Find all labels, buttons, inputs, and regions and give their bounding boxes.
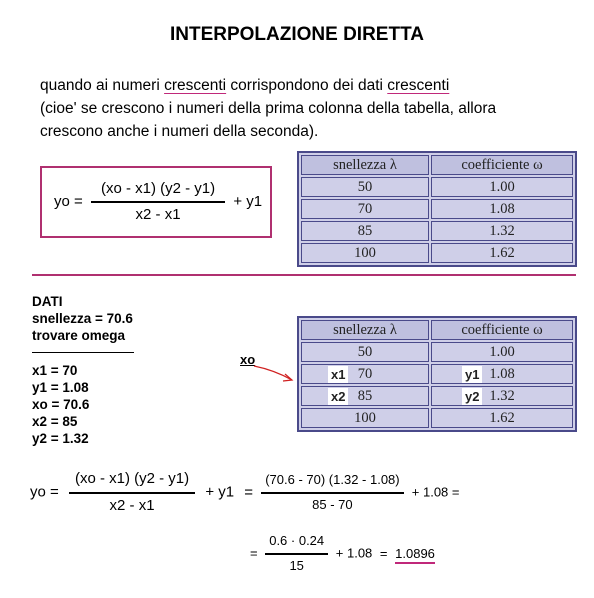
table-cell: 1.32 <box>431 221 573 241</box>
table-row <box>301 199 573 219</box>
formula-denominator: x2 - x1 <box>135 206 181 223</box>
table-cell <box>431 386 573 406</box>
table-cell-value: 85 <box>357 387 373 404</box>
table-cell: 70 <box>301 199 429 219</box>
tag-x2: x2 <box>328 388 348 405</box>
tag-y2: y2 <box>462 388 482 405</box>
intro-line-2: (cioe' se crescono i numeri della prima colonna della tabella, allora <box>40 100 497 117</box>
calc-denominator-numeric: 85 - 70 <box>312 497 353 512</box>
dati-task: trovare omega <box>32 328 126 343</box>
table-cell-value: 1.08 <box>489 365 515 382</box>
calc-tail-general: + y1 <box>205 483 235 501</box>
table-row <box>301 243 573 263</box>
table-row <box>301 221 573 241</box>
page-title: INTERPOLAZIONE DIRETTA <box>169 24 425 45</box>
dati-value: y2 = 1.32 <box>32 431 89 446</box>
arrow-icon <box>252 362 296 386</box>
table-header-snellezza: snellezza λ <box>301 155 429 175</box>
formula-fraction <box>91 180 225 223</box>
calc-lhs: yo = <box>30 483 59 501</box>
calc-equals: = <box>250 545 258 561</box>
calc-result: 1.0896 <box>395 546 435 564</box>
arrow-label-xo: xo <box>240 352 256 367</box>
intro-text <box>40 74 496 143</box>
tag-x1: x1 <box>328 366 348 383</box>
dati-value: x2 = 85 <box>32 414 78 429</box>
data-table-top <box>297 151 577 267</box>
dati-value: y1 = 1.08 <box>32 380 89 395</box>
data-table-bottom <box>297 316 577 432</box>
dati-given: snellezza = 70.6 <box>32 311 133 326</box>
formula-tail: + y1 <box>233 193 263 210</box>
formula-box <box>40 166 272 238</box>
table-cell: 50 <box>301 342 429 362</box>
table-cell: 1.00 <box>431 342 573 362</box>
dati-rule <box>32 352 134 353</box>
calc-numerator-numeric: (70.6 - 70) (1.32 - 1.08) <box>261 472 403 494</box>
table-cell: 1.62 <box>431 408 573 428</box>
calc-equals: = <box>379 545 388 561</box>
table-row <box>301 408 573 428</box>
calc-numerator-simplified: 0.6 · 0.24 <box>265 533 328 555</box>
table-cell: 1.08 <box>431 199 573 219</box>
table-cell: 50 <box>301 177 429 197</box>
formula-lhs: yo = <box>54 193 83 210</box>
table-cell-value: 1.32 <box>489 387 515 404</box>
dati-value: x1 = 70 <box>32 363 78 378</box>
calc-tail-numeric: + 1.08 = <box>411 484 460 500</box>
table-cell: 85 <box>301 221 429 241</box>
table-header-coefficiente: coefficiente ω <box>431 320 573 340</box>
formula-numerator: (xo - x1) (y2 - y1) <box>91 180 225 203</box>
table-row <box>301 342 573 362</box>
calc-fraction-numeric <box>261 472 403 512</box>
calc-tail-simplified: + 1.08 <box>335 545 373 561</box>
calc-equals: = <box>244 483 254 501</box>
keyword-crescenti: crescenti <box>164 77 227 94</box>
keyword-crescenti: crescenti <box>387 77 450 94</box>
intro-line-3: crescono anche i numeri della seconda). <box>40 123 319 140</box>
calculation-line-2 <box>250 533 435 573</box>
calc-denominator-general: x2 - x1 <box>109 497 155 514</box>
table-cell-value: 70 <box>357 365 373 382</box>
intro-line-1 <box>40 74 496 97</box>
dati-heading: DATI <box>32 294 63 309</box>
table-row <box>301 177 573 197</box>
calc-fraction-general <box>69 470 195 514</box>
table-cell: 100 <box>301 243 429 263</box>
table-cell <box>301 386 429 406</box>
table-cell: 1.62 <box>431 243 573 263</box>
table-cell: 1.00 <box>431 177 573 197</box>
section-divider <box>32 274 576 276</box>
calc-denominator-simplified: 15 <box>289 558 304 573</box>
tag-y1: y1 <box>462 366 482 383</box>
table-cell: 100 <box>301 408 429 428</box>
intro-text-part: corrispondono dei dati <box>226 77 388 94</box>
table-row <box>301 386 573 406</box>
interpolation-formula <box>54 180 262 223</box>
table-cell <box>301 364 429 384</box>
calc-numerator-general: (xo - x1) (y2 - y1) <box>69 470 195 494</box>
table-header-snellezza: snellezza λ <box>301 320 429 340</box>
calculation-line-1 <box>30 470 460 514</box>
intro-text-part: quando ai numeri <box>40 77 165 94</box>
table-row <box>301 364 573 384</box>
calc-fraction-simplified <box>265 533 328 573</box>
dati-value: xo = 70.6 <box>32 397 90 412</box>
table-header-coefficiente: coefficiente ω <box>431 155 573 175</box>
table-cell <box>431 364 573 384</box>
dati-panel <box>32 293 134 447</box>
